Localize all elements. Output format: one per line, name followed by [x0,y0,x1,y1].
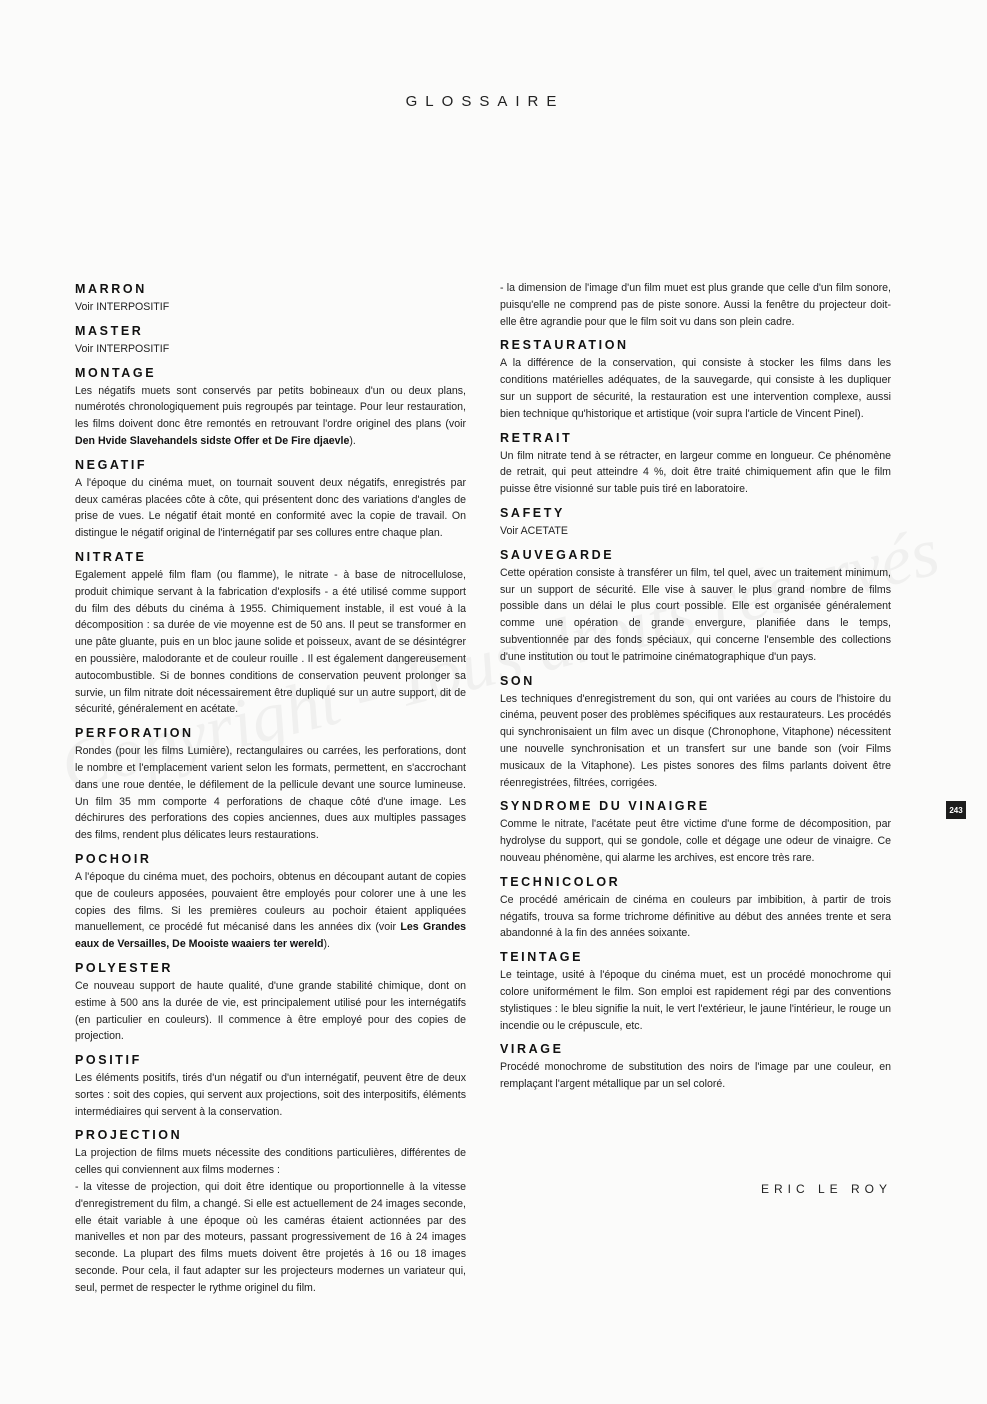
entry-term: TECHNICOLOR [500,874,621,889]
entry-definition [75,567,466,718]
film-title: Les Grandes eaux de Versailles, De Mooiste waaiers ter wereld [75,921,466,951]
definition-text: A l'époque du cinéma muet, des pochoirs, obtenus en découpant autant de copies que de couleurs apposées, pouvaient être employés pour colorer une à une les copies des films. Si les premières couleurs au pochoir étaient appliquées manuellement, ce procédé fut mécanisé dans les années dix (voir [75,870,466,934]
entry-term: TEINTAGE [500,950,584,965]
entry-term: MASTER [75,323,144,338]
entry-master [75,322,466,358]
entry-marron [75,280,466,316]
definition-text: - la vitesse de projection, qui doit être identique ou proportionnelle à la vitesse d'enregistrement du film, a changé. Si elle est actuellement de 24 images seconde, elle était variable à une époque où les caméras étaient actionnées par des manivelles et non par des moteurs, passant progressivement de 16 à 24 images seconde. La plupart des films muets doivent être projetés à 16 ou 18 images seconde. Pour cela, il faut adapter sur les projecteurs modernes un variateur qui, seul, permet de respecter le rythme originel du film. [75,1181,466,1294]
definition-text: ). [349,434,356,447]
definition-text: Procédé monochrome de substitution des noirs de l'image par une couleur, en remplaçant l'argent métallique par un sel coloré. [500,1061,891,1091]
entry-definition [500,355,891,422]
entry-teintage [500,948,891,1034]
entry-term: SAUVEGARDE [500,547,615,562]
page-title: GLOSSAIRE [405,93,565,110]
entry-definition [500,816,891,866]
entry-term: RESTAURATION [500,338,629,353]
entry-syndrome-du-vinaigre [500,797,891,866]
entry-definition [75,869,466,953]
entry-projection [75,1126,466,1296]
entry-restauration [500,336,891,422]
entry-term: NEGATIF [75,457,148,472]
entry-nitrate [75,548,466,718]
definition-text: Cette opération consiste à transférer un film, tel quel, avec un traitement minimum, sur un support de sécurité. Elle vise à sauver le plus grand nombre de films possible dans un délai le plus court possible. Elle est organisée généralement comme une opération de grande envergure, planifiée dans le temps, subventionnée par des fonds spéciaux, qui concerne l'ensemble des collections d'une institution ou tout le patrimoine cinématographique d'un pays. [500,566,891,663]
definition-text: - la dimension de l'image d'un film muet est plus grande que celle d'un film sonore, puisqu'elle ne comprend pas de piste sonore. Aussi la fenêtre du projecteur doit-elle être agrandie pour que le film soit vu dans son plein cadre. [500,282,891,328]
entry-term: MONTAGE [75,365,157,380]
entry-definition [75,383,466,450]
entry-perforation [75,724,466,844]
entry-polyester [75,959,466,1045]
entry-definition [500,967,891,1034]
entry-term: RETRAIT [500,430,573,445]
entry-definition [500,1059,891,1093]
entry-term: POSITIF [75,1053,142,1068]
entry-term: PERFORATION [75,726,194,741]
entry-technicolor [500,873,891,942]
entry-retrait [500,429,891,498]
definition-text: Les techniques d'enregistrement du son, qui ont variées au cours de l'histoire du cinéma, peuvent poser des problèmes spécifiques aux restaurateurs. Les procédés qui synchronisaient un film avec un disque (Chronophone, Vitaphone) nécessitent une nouvelle synchronisation et un transfert sur une bande son (voir Films musicaux de la Vitaphone). Les pistes sonores des films parlants doivent être réenregistrées, filtrées, corrigées. [500,692,891,789]
definition-text: Un film nitrate tend à se rétracter, en largeur comme en longueur. Ce phénomène de retrait, qui peut atteindre 4 %, doit être traité chimiquement afin que le film puisse être visionné sur table puis tiré en laboratoire. [500,449,891,496]
definition-text: Egalement appelé film flam (ou flamme), le nitrate - à base de nitrocellulose, produit chimique servant à la fabrication d'explosifs - a été utilisé comme support du film des débuts du cinéma à 1955. Chimiquement instable, il est voué à la décomposition : sa durée de vie moyenne est de 50 ans. Il peut se transformer en une pâte gluante, puis en un bloc jaune solide et poisseux, avant de se désintégrer en poussière, malodorante et de couleur rouille . Il est également dangereusement autocombustible. Si de bonnes conditions de conservation peuvent prolonger sa survie, un film nitrate doit nécessairement être dupliqué sur un autre support, dit de sécurité, généralement en acétate. [75,568,466,716]
entry-virage [500,1040,891,1093]
left-column [75,280,466,1303]
entry-son [500,672,891,792]
definition-text: Ce nouveau support de haute qualité, d'une grande stabilité chimique, dont on estime à 500 ans la durée de vie, est principalement utilisé pour les internégatifs (en particulier en couleurs). Il commence à être employé pour des copies de projection. [75,979,466,1043]
entry-definition [500,691,891,792]
entry-definition [75,341,466,358]
entry-definition [500,448,891,498]
definition-text: Rondes (pour les films Lumière), rectangulaires ou carrées, les perforations, dont le nombre et l'emplacement varient selon les formats, permettent, en s'accrochant dans une roue dentée, le défilement de la pellicule devant une source lumineuse. Un film 35 mm comporte 4 perforations de chaque côté d'une image. Les déchirures des perforations des copies anciennes, dues aux multiples passages des films, rendent plus délicates leurs restaurations. [75,745,466,842]
entry-definition [500,565,891,666]
definition-text: A la différence de la conservation, qui consiste à stocker les films dans les conditions matérielles adéquates, de la sauvegarde, qui consiste à les dupliquer sur un support de sécurité, la restauration est une intervention complexe, aussi bien technique qu'historique et artistique (voir supra l'article de Vincent Pinel). [500,357,891,420]
definition-text: Les négatifs muets sont conservés par petits bobineaux d'un ou deux plans, numérotés chronologiquement puis regroupés par teintage. Pour leur restauration, les films doivent donc être remontés en retrouvant l'ordre originel des plans (voir [75,384,466,431]
entry-definition [500,892,891,942]
definition-text: ). [323,938,330,951]
definition-text: Voir ACETATE [500,524,568,537]
entry-definition [75,743,466,844]
definition-text: A l'époque du cinéma muet, on tournait souvent deux négatifs, enregistrés par deux caméras placées côte à côte, qui présentent donc des variations d'angles de prise de vues. Le négatif était monté en conformité avec la copie de travail. On distingue le négatif original de l'internégatif par ses collures entre chaque plan. [75,476,466,540]
entry-term: VIRAGE [500,1042,564,1057]
entry-definition [500,523,891,540]
entry-term: NITRATE [75,549,147,564]
entry-term: SYNDROME DU VINAIGRE [500,799,710,814]
entry-definition [500,280,891,330]
definition-text: Ce procédé américain de cinéma en couleurs par imbibition, à partir de trois négatifs, trouva sa forme trichrome définitive au début des années trente et sera abandonné à la fin des années soixante. [500,893,891,940]
entry-positif [75,1051,466,1120]
entry-safety [500,504,891,540]
definition-text: Comme le nitrate, l'acétate peut être victime d'une forme de décomposition, par hydrolyse du support, qui se gondole, colle et dégage une odeur de vinaigre. Ce nouveau phénomène, qui alarme les archives, est encore très rare. [500,818,891,864]
definition-text: Voir INTERPOSITIF [75,342,170,355]
entry-term: POLYESTER [75,960,173,975]
entry-sauvegarde [500,546,891,666]
film-title: Den Hvide Slavehandels sidste Offer et De Fire djaevle [75,434,350,447]
entry-definition [75,978,466,1045]
entry-definition [75,1070,466,1120]
entry-negatif [75,456,466,542]
entry-montage [75,364,466,450]
author: ERIC LE ROY [760,1182,892,1196]
entry-continuation [500,280,891,330]
definition-text: La projection de films muets nécessite des conditions particulières, différentes de celles qui conviennent aux films modernes : [75,1147,466,1177]
entry-definition [75,1145,466,1296]
definition-text: Les éléments positifs, tirés d'un négatif ou d'un internégatif, peuvent être de deux sortes : soit des copies, qui servent aux projections, soit des interpositifs, éléments intermédiaires qui servent à la conservation. [75,1072,466,1118]
entry-term: SAFETY [500,505,565,520]
entry-pochoir [75,850,466,953]
right-column [500,280,891,1099]
page-number: 243 [946,801,966,819]
entry-term: POCHOIR [75,851,152,866]
entry-definition [75,475,466,542]
entry-term: PROJECTION [75,1128,183,1143]
definition-text: Voir INTERPOSITIF [75,301,170,313]
definition-text: Le teintage, usité à l'époque du cinéma muet, est un procédé monochrome qui colore uniformément le film. Son emploi est rapidement régi par des conventions stylistiques : le bleu signifie la nuit, le vert l'extérieur, le jaune l'intérieur, le rouge un incendie ou le crépuscule, etc. [500,969,891,1032]
entry-definition [75,299,466,316]
entry-term: SON [500,673,535,688]
entry-term: MARRON [75,282,147,296]
